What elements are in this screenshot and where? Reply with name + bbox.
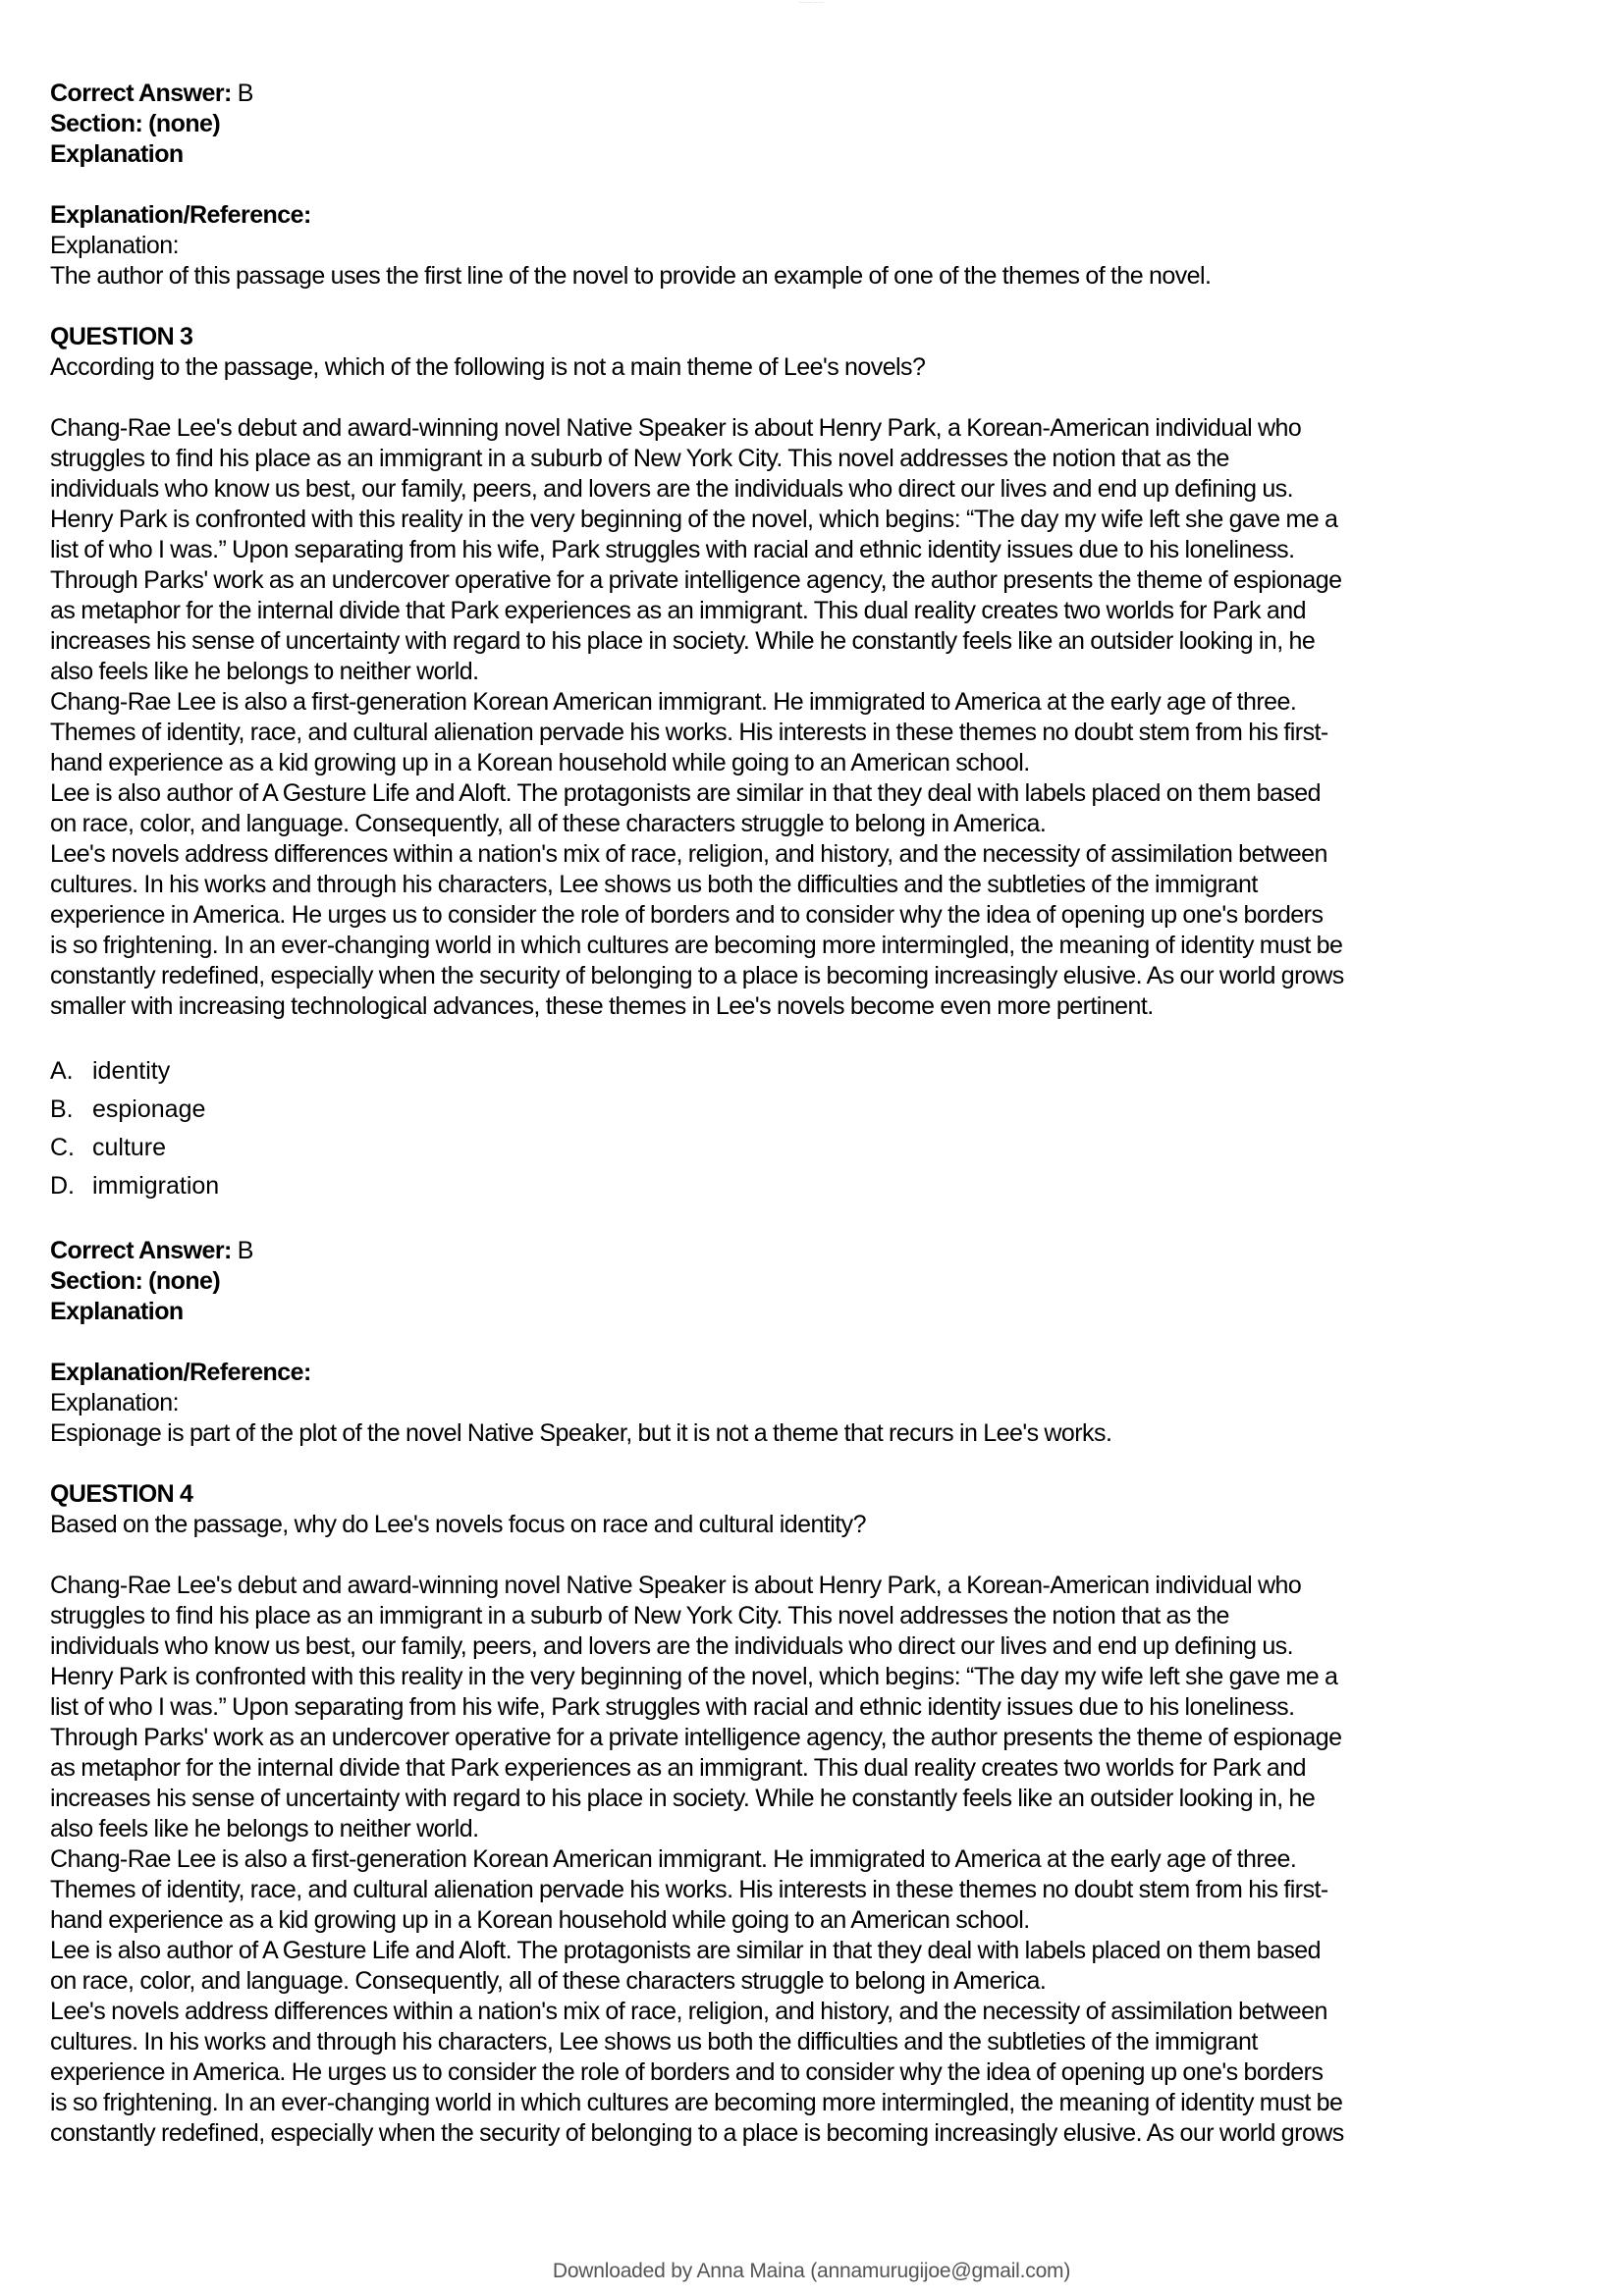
question-prompt: Based on the passage, why do Lee's novels focus on race and cultural identity? [50,1511,866,1538]
passage-line: hand experience as a kid growing up in a Korean household while going to an American school. [50,1906,1030,1934]
passage-line: struggles to find his place as an immigrant in a suburb of New York City. This novel addresses the notion that as the [50,1602,1229,1629]
passage-line: experience in America. He urges us to consider the role of borders and to consider why the idea of opening up one's borders [50,901,1324,929]
spacer [50,1022,1582,1052]
passage-line: individuals who know us best, our family, peers, and lovers are the individuals who direct our lives and end up defining us. [50,475,1294,503]
document-content [50,79,1582,2149]
correct-answer-value: B [231,1237,253,1264]
spacer [50,292,1582,322]
passage-line: also feels like he belongs to neither world. [50,1815,479,1842]
question-title: QUESTION 3 [50,323,193,350]
answer-options [50,1052,1582,1205]
passage-line: as metaphor for the internal divide that Park experiences as an immigrant. This dual reality creates two worlds for Park and [50,597,1306,624]
correct-answer-value: B [231,80,253,107]
spacer [50,170,1582,200]
passage-line: Henry Park is confronted with this reality in the very beginning of the novel, which begins: “The day my wife left she gave me a [50,506,1338,533]
explanation-text: Espionage is part of the plot of the novel Native Speaker, but it is not a theme that recurs in Lee's works. [50,1419,1112,1447]
passage-line: also feels like he belongs to neither world. [50,658,479,685]
correct-answer-label: Correct Answer: [50,80,232,107]
question-4 [50,1479,1582,2149]
reference-heading: Explanation/Reference: [50,201,311,229]
passage-line: as metaphor for the internal divide that Park experiences as an immigrant. This dual reality creates two worlds for Park and [50,1754,1306,1782]
explanation-text: The author of this passage uses the first line of the novel to provide an example of one of the themes of the novel. [50,262,1212,290]
option-text: immigration [92,1172,220,1200]
passage-line: Lee's novels address differences within a nation's mix of race, religion, and history, and the necessity of assimilation between [50,1998,1327,2025]
option-d [50,1167,1582,1205]
correct-answer-line [50,79,1582,109]
passage-line: Chang-Rae Lee's debut and award-winning novel Native Speaker is about Henry Park, a Korean-American individual who [50,1572,1302,1599]
passage-line: is so frightening. In an ever-changing world in which cultures are becoming more intermingled, the meaning of identity must be [50,2089,1343,2116]
passage-line: struggles to find his place as an immigrant in a suburb of New York City. This novel addresses the notion that as the [50,445,1229,472]
passage-line: individuals who know us best, our family, peers, and lovers are the individuals who direct our lives and end up defining us. [50,1632,1294,1660]
correct-answer-label: Correct Answer: [50,1237,232,1264]
passage-line: Chang-Rae Lee's debut and award-winning novel Native Speaker is about Henry Park, a Korean-American individual who [50,414,1302,442]
explanation-heading: Explanation [50,140,184,168]
section-label: Section: (none) [50,110,221,137]
passage-line: constantly redefined, especially when the security of belonging to a place is becoming increasingly elusive. As our world grows [50,962,1344,989]
spacer [50,1327,1582,1358]
previous-answer-block [50,79,1582,292]
passage-line: Themes of identity, race, and cultural alienation pervade his works. His interests in these themes no doubt stem from his first- [50,1876,1328,1903]
passage-line: is so frightening. In an ever-changing world in which cultures are becoming more intermingled, the meaning of identity must be [50,932,1343,959]
passage-line: on race, color, and language. Consequently, all of these characters struggle to belong in America. [50,1967,1047,1995]
explanation-heading: Explanation [50,1298,184,1325]
explanation-label: Explanation: [50,1389,179,1416]
option-a [50,1052,1582,1091]
option-c [50,1129,1582,1167]
passage-line: list of who I was.” Upon separating from his wife, Park struggles with racial and ethnic identity issues due to his loneliness. [50,1693,1295,1721]
option-letter: D. [50,1172,75,1200]
spacer [50,383,1582,413]
spacer [50,1449,1582,1479]
passage-line: cultures. In his works and through his characters, Lee shows us both the difficulties and the subtleties of the immigrant [50,871,1258,898]
option-letter: A. [50,1057,74,1085]
passage-line: Lee is also author of A Gesture Life and Aloft. The protagonists are similar in that they deal with labels placed on them based [50,1937,1322,1964]
passage-line: cultures. In his works and through his characters, Lee shows us both the difficulties and the subtleties of the immigrant [50,2028,1258,2056]
passage-line: increases his sense of uncertainty with regard to his place in society. While he constantly feels like an outsider looking in, he [50,627,1316,655]
passage-line: Lee is also author of A Gesture Life and Aloft. The protagonists are similar in that they deal with labels placed on them based [50,779,1322,807]
passage-line: experience in America. He urges us to consider the role of borders and to consider why the idea of opening up one's borders [50,2058,1324,2086]
passage-line: Through Parks' work as an undercover operative for a private intelligence agency, the author presents the theme of espionage [50,566,1342,594]
passage-line: Themes of identity, race, and cultural alienation pervade his works. His interests in these themes no doubt stem from his first- [50,719,1328,746]
passage-line: smaller with increasing technological advances, these themes in Lee's novels become even more pertinent. [50,992,1154,1020]
passage-line: constantly redefined, especially when the security of belonging to a place is becoming increasingly elusive. As our world grows [50,2119,1344,2147]
question-title: QUESTION 4 [50,1480,193,1508]
reference-heading: Explanation/Reference: [50,1359,311,1386]
spacer [50,1205,1582,1236]
passage-line: Chang-Rae Lee is also a first-generation Korean American immigrant. He immigrated to America at the early age of three. [50,688,1297,716]
passage-line: Through Parks' work as an undercover operative for a private intelligence agency, the author presents the theme of espionage [50,1724,1342,1751]
option-letter: B. [50,1095,74,1123]
question-3 [50,322,1582,1449]
section-label: Section: (none) [50,1267,221,1295]
option-text: espionage [92,1095,206,1123]
passage-line: Lee's novels address differences within a nation's mix of race, religion, and history, and the necessity of assimilation between [50,840,1327,868]
explanation-label: Explanation: [50,232,179,259]
option-letter: C. [50,1134,75,1161]
passage-line: Chang-Rae Lee is also a first-generation Korean American immigrant. He immigrated to America at the early age of three. [50,1845,1297,1873]
passage-line: hand experience as a kid growing up in a Korean household while going to an American school. [50,749,1030,776]
question-passage [50,1571,1582,2149]
option-b [50,1091,1582,1129]
passage-line: list of who I was.” Upon separating from his wife, Park struggles with racial and ethnic identity issues due to his loneliness. [50,536,1295,563]
question-prompt: According to the passage, which of the following is not a main theme of Lee's novels? [50,353,926,381]
download-attribution-footer: Downloaded by Anna Maina (annamurugijoe@gmail.com) [552,2260,1071,2282]
page-header-mark: ·········· ········ [798,0,825,5]
option-text: identity [92,1057,171,1085]
question-passage [50,413,1582,1022]
passage-line: Henry Park is confronted with this reality in the very beginning of the novel, which begins: “The day my wife left she gave me a [50,1663,1338,1690]
correct-answer-line [50,1236,1582,1266]
passage-line: on race, color, and language. Consequently, all of these characters struggle to belong in America. [50,810,1047,837]
passage-line: increases his sense of uncertainty with regard to his place in society. While he constantly feels like an outsider looking in, he [50,1785,1316,1812]
spacer [50,1540,1582,1571]
option-text: culture [92,1134,167,1161]
